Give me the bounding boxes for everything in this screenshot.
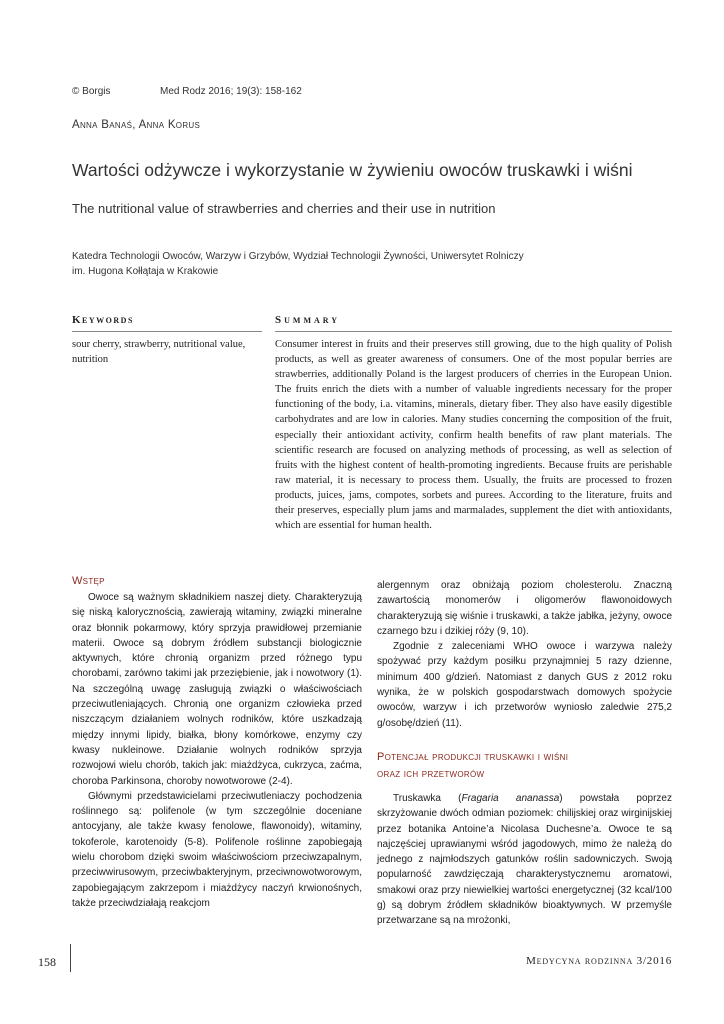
authors: Anna Banaś, Anna Korus [72,119,201,131]
keywords-heading: Keywords [72,314,134,326]
species-name: Fragaria ananassa [461,792,560,804]
paragraph: alergennym oraz obniżają poziom cholesterolu. Znaczną zawartością monomerów i oligomerów flawonoidowych charakteryzują się wiśnie i truskawki, a także jabłka, jeżyny, owoce czarnego bzu i dzikiej róży (9, 10). [377,580,672,637]
heading-line: Potencjał produkcji truskawki i wiśni [377,750,569,763]
citation: Med Rodz 2016; 19(3): 158-162 [160,86,302,97]
summary-text: Consumer interest in fruits and their preserves still growing, due to the high quality of Polish products, as well as greater awareness of consumers. One of the most popular berries are strawberries, additionally Poland is the largest producers of cherries in the European Union. The fruits enrich the diets with a number of valuable ingredients necessary for the proper functioning of the body, i.a. vitamins, minerals, dietary fiber. They also have easily digestible carbohydrates and are low in calories. Many studies concerning the composition of the fruit, especially their antioxidant activity, confirm health benefits of raw plant materials. The scientific research are focused on analyzing methods of processing, as well as selection of fruits with the highest content of health-promoting ingredients. Because fruits are perishable raw material, it is necessary to process them. Usually, the fruits are processed to frozen products, juices, jams, compotes, sorbets and purees. According to the literature, fruits and their preserves, especially plum jams and marmalades, supplement the diet with antioxidants, which are essential for human health. [275,339,672,532]
page-number: 158 [38,955,56,969]
copyright: © Borgis [72,86,111,97]
paragraph: Owoce są ważnym składnikiem naszej diety. Charakteryzują się niską kalorycznością, zawierają witaminy, związki mineralne oraz błonnik pokarmowy, który sprzyja prawidłowej przemianie materii. Owoce są dobrym źródłem substancji biologicznie aktywnych, które chronią organizm przed różnego typu chorobami, zarówno takimi jak przeziębienie, jak i nowotwory (1). Na szczególną uwagę zasługują związki o właściwościach przeciwutleniających. Chronią one organizm człowieka przed niszczącym działaniem wolnych rodników, które uszkadzają między innymi lipidy, białka, błony komórkowe, enzymy czy kwasy nukleinowe. Działanie wolnych rodników sprzyja rozwojowi wielu chorób, takich jak: miażdżyca, cukrzyca, zaćma, choroba Parkinsona, choroby nowotworowe (2-4). [72,592,362,787]
paragraph: Zgodnie z zaleceniami WHO owoce i warzywa należy spożywać przy każdym posiłku przynajmniej 5 razy dzienne, minimum 400 g/dzień. Natomiast z danych GUS z 2012 roku wynika, że w polskich gospodarstwach domowych spożycie owoców, warzyw i ich przetworów wyniosło zaledwie 275,2 g/osobę/dzień (11). [377,641,672,729]
affiliation-line-1: Katedra Technologii Owoców, Warzyw i Grzybów, Wydział Technologii Żywności, Uniwersytet Rolniczy [72,251,524,262]
text-span: ) powstała poprzez skrzyżowanie dwóch odmian poziomek: chilijskiej oraz wirginijskiej przez botanika Antoine’a Nicolasa Duchesne’a. Owoce te są najczęściej uprawianymi wśród jagodowych, mimo że należą do jednego z najmłodszych gatunków roślin sadowniczych. Swoją popularność zawdzięczają charakterystycznemu aromatowi, smakowi oraz przy niewielkiej wartości energetycznej (32 kcal/100 g) są dobrym źródłem składników bioaktywnych. W przemyśle przetwarzane są na mrożonki, [377,792,672,927]
paragraph [377,791,672,929]
journal-name: Medycyna rodzinna 3/2016 [526,955,672,967]
summary-heading: Summary [275,314,341,326]
keywords-text: sour cherry, strawberry, nutritional value, nutrition [72,339,246,366]
section-heading-introduction: Wstęp [72,575,105,587]
right-column [377,578,672,929]
heading-line: oraz ich przetworów [377,767,485,780]
title-english: The nutritional value of strawberries and cherries and their use in nutrition [72,201,496,216]
left-column [72,573,362,911]
title-polish: Wartości odżywcze i wykorzystanie w żywieniu owoców truskawki i wiśni [72,160,633,180]
section-heading-production [377,749,672,783]
text-span: Truskawka ( [393,792,462,804]
affiliation-line-2: im. Hugona Kołłątaja w Krakowie [72,266,219,277]
summary-rule [275,331,672,332]
footer-divider [70,944,71,972]
paragraph: Głównymi przedstawicielami przeciwutleniaczy pochodzenia roślinnego są: polifenole (w tym szczególnie doceniane antocyjany, ale także kwasy fenolowe, flawonoidy), witaminy, tokoferole, karotenoidy (5-8). Polifenole roślinne zapobiegają wielu chorobom dzięki swoim właściwościom przeciwzapalnym, przeciwwirusowym, przeciwbakteryjnym, przeciwnowotworowym, zapobiegającym zakrzepom i miażdżycy naczyń krwionośnych, także przeciwdziałają reakcjom [72,790,362,909]
affiliation [72,249,692,279]
keywords-rule [72,331,262,332]
